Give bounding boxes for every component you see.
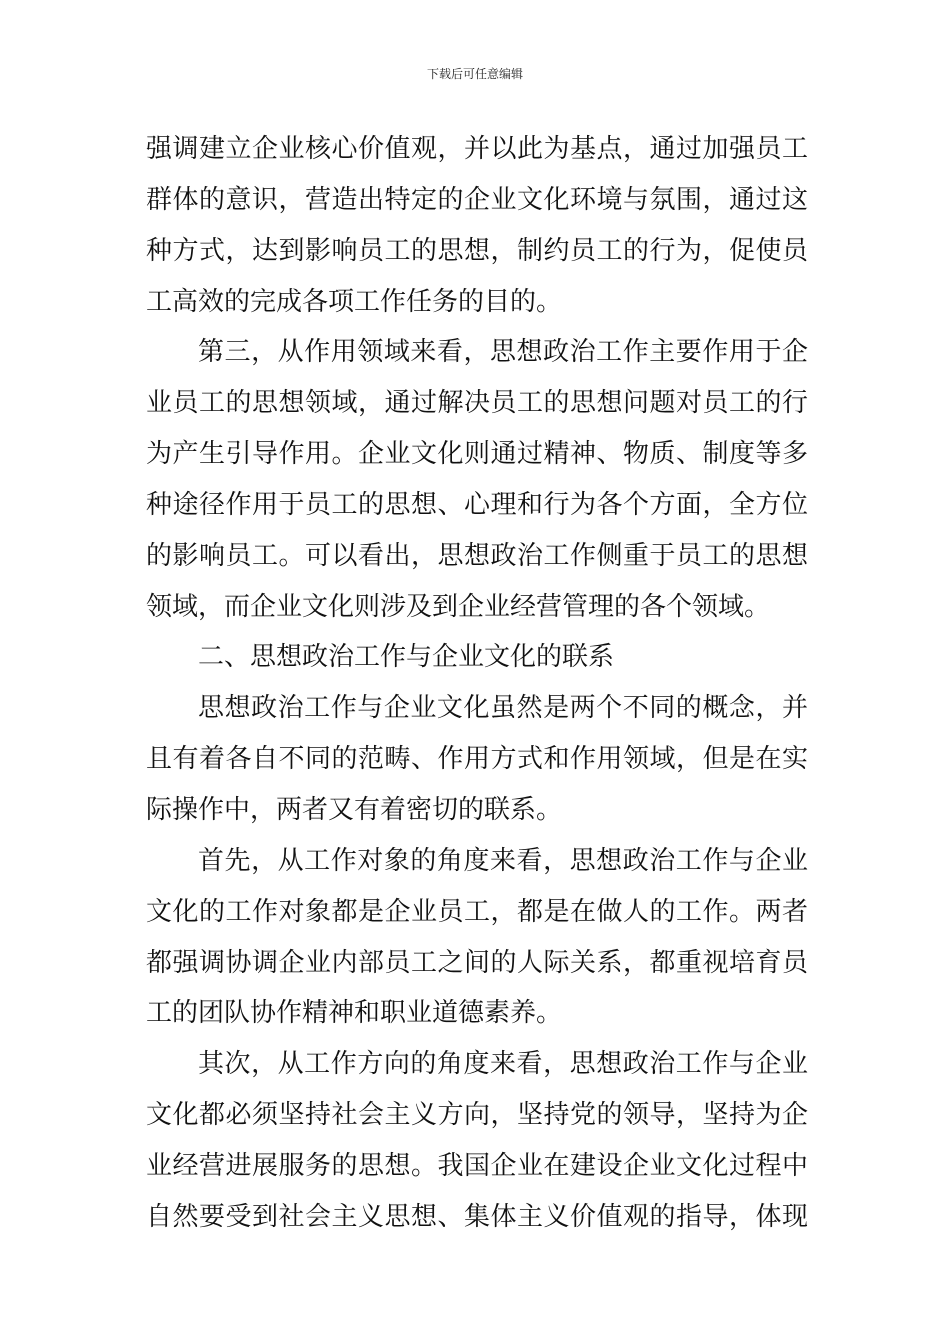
document-body [146, 124, 808, 1243]
paragraph [146, 327, 808, 632]
paragraph [146, 1039, 808, 1242]
page-header: 下载后可任意编辑 [426, 67, 523, 81]
text-line: 领域，而企业文化则涉及到企业经营管理的各个领域。 [146, 591, 771, 622]
section-heading [146, 632, 808, 683]
text-line: 第三，从作用领域来看，思想政治工作主要作用于企 [198, 337, 808, 368]
text-line: 文化都必须坚持社会主义方向，坚持党的领导，坚持为企 [146, 1100, 808, 1131]
text-line: 为产生引导作用。企业文化则通过精神、物质、制度等多 [146, 439, 808, 470]
paragraph [146, 683, 808, 836]
text-line: 首先，从工作对象的角度来看，思想政治工作与企业 [198, 845, 808, 876]
text-line: 工的团队协作精神和职业道德素养。 [146, 998, 563, 1029]
text-line: 业员工的思想领域，通过解决员工的思想问题对员工的行 [146, 388, 808, 419]
text-line: 种途径作用于员工的思想、心理和行为各个方面，全方位 [146, 489, 808, 520]
text-line: 自然要受到社会主义思想、集体主义价值观的指导，体现 [146, 1201, 808, 1232]
text-line: 强调建立企业核心价值观，并以此为基点，通过加强员工 [146, 134, 808, 164]
paragraph [146, 124, 808, 327]
text-line: 际操作中，两者又有着密切的联系。 [146, 794, 563, 825]
text-line: 的影响员工。可以看出，思想政治工作侧重于员工的思想 [146, 540, 808, 571]
text-line: 都强调协调企业内部员工之间的人际关系，都重视培育员 [146, 947, 808, 978]
text-line: 文化的工作对象都是企业员工，都是在做人的工作。两者 [146, 896, 808, 927]
text-line: 思想政治工作与企业文化虽然是两个不同的概念，并 [198, 693, 808, 724]
text-line: 工高效的完成各项工作任务的目的。 [146, 286, 563, 317]
text-line: 且有着各自不同的范畴、作用方式和作用领域，但是在实 [146, 744, 808, 775]
text-line: 种方式，达到影响员工的思想，制约员工的行为，促使员 [146, 235, 808, 266]
text-line: 业经营进展服务的思想。我国企业在建设企业文化过程中 [146, 1150, 808, 1181]
text-line: 群体的意识，营造出特定的企业文化环境与氛围，通过这 [146, 184, 808, 215]
paragraph [146, 836, 808, 1039]
text-line: 其次，从工作方向的角度来看，思想政治工作与企业 [198, 1049, 808, 1080]
text-line: 二、思想政治工作与企业文化的联系 [198, 642, 615, 673]
